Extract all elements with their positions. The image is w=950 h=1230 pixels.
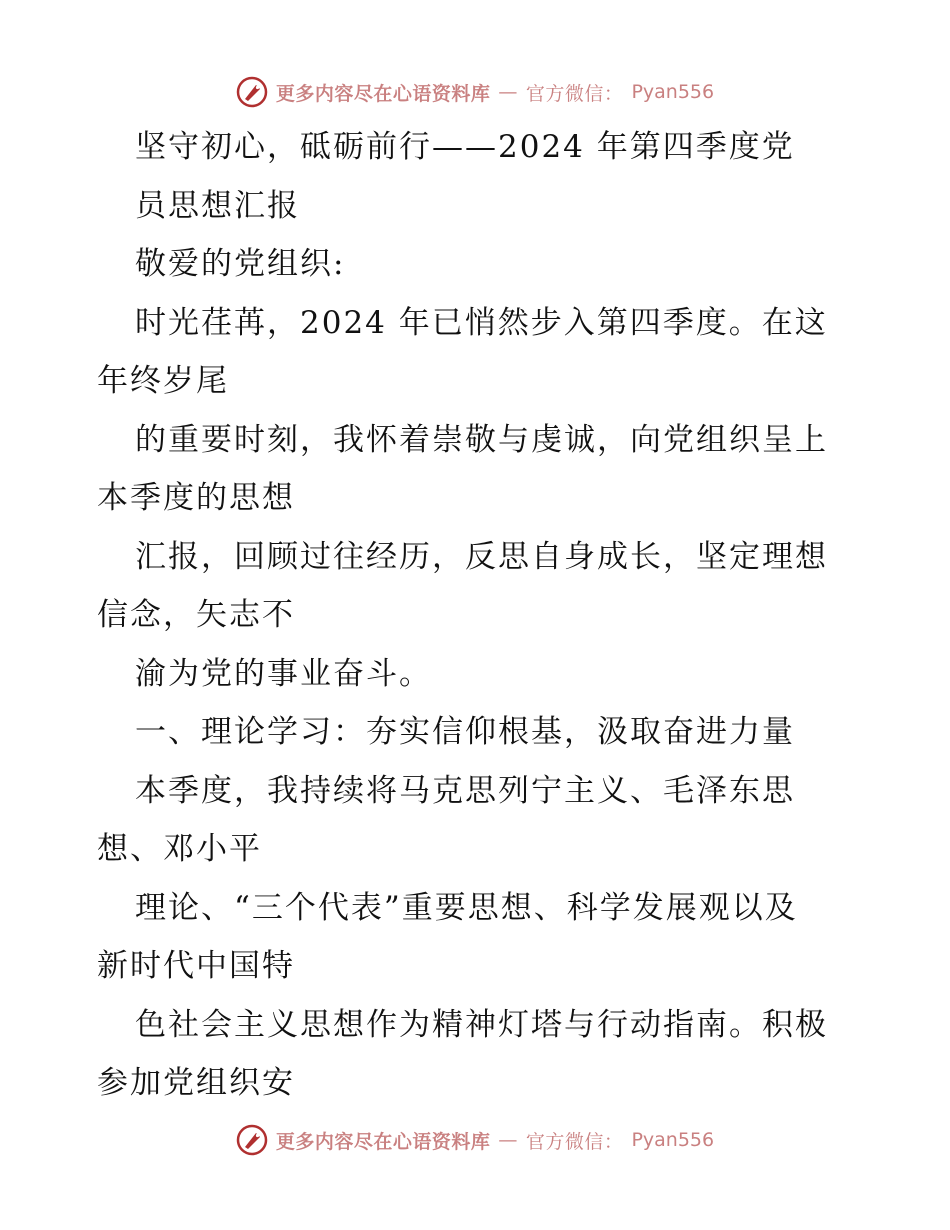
pen-nib-logo-icon <box>236 76 268 108</box>
document-line: 本季度的思想 <box>97 480 295 516</box>
watermark-brand: 更多内容尽在心语资料库 <box>275 82 491 105</box>
document-line: 的重要时刻，我怀着崇敬与虔诚，向党组织呈上 <box>135 421 828 458</box>
pen-nib-logo-icon <box>236 1124 268 1156</box>
document-line: 理论、“三个代表”重要思想、科学发展观以及 <box>135 889 798 926</box>
document-line: 员思想汇报 <box>135 187 300 224</box>
document-line: 本季度，我持续将马克思列宁主义、毛泽东思 <box>135 772 795 809</box>
watermark-wechat-id: Pyan556 <box>631 81 715 103</box>
document-line: 想、邓小平 <box>97 831 262 867</box>
watermark-official-label: 官方微信： <box>525 1130 624 1153</box>
document-line: 敬爱的党组织: <box>135 246 346 282</box>
watermark-header <box>0 72 950 112</box>
watermark-footer <box>0 1120 950 1160</box>
document-line: 汇报，回顾过往经历，反思自身成长，坚定理想 <box>135 538 828 575</box>
document-line: 新时代中国特 <box>97 948 295 984</box>
document-line: 参加党组织安 <box>97 1065 295 1101</box>
document-line: 坚守初心，砥砺前行——2024 年第四季度党 <box>135 129 795 165</box>
watermark-dash: — <box>498 81 518 103</box>
document-line: 年终岁尾 <box>97 363 229 399</box>
watermark-wechat-id: Pyan556 <box>631 1129 715 1151</box>
watermark-dash: — <box>498 1129 518 1151</box>
document-line: 一、理论学习：夯实信仰根基，汲取奋进力量 <box>135 714 795 750</box>
watermark-brand: 更多内容尽在心语资料库 <box>275 1130 491 1153</box>
watermark-official-label: 官方微信： <box>525 82 624 105</box>
document-body <box>97 118 857 1113</box>
document-line: 信念，矢志不 <box>97 597 295 633</box>
document-line: 色社会主义思想作为精神灯塔与行动指南。积极 <box>135 1006 828 1043</box>
document-line: 时光荏苒，2024 年已悄然步入第四季度。在这 <box>135 304 828 341</box>
document-line: 渝为党的事业奋斗。 <box>135 655 432 692</box>
